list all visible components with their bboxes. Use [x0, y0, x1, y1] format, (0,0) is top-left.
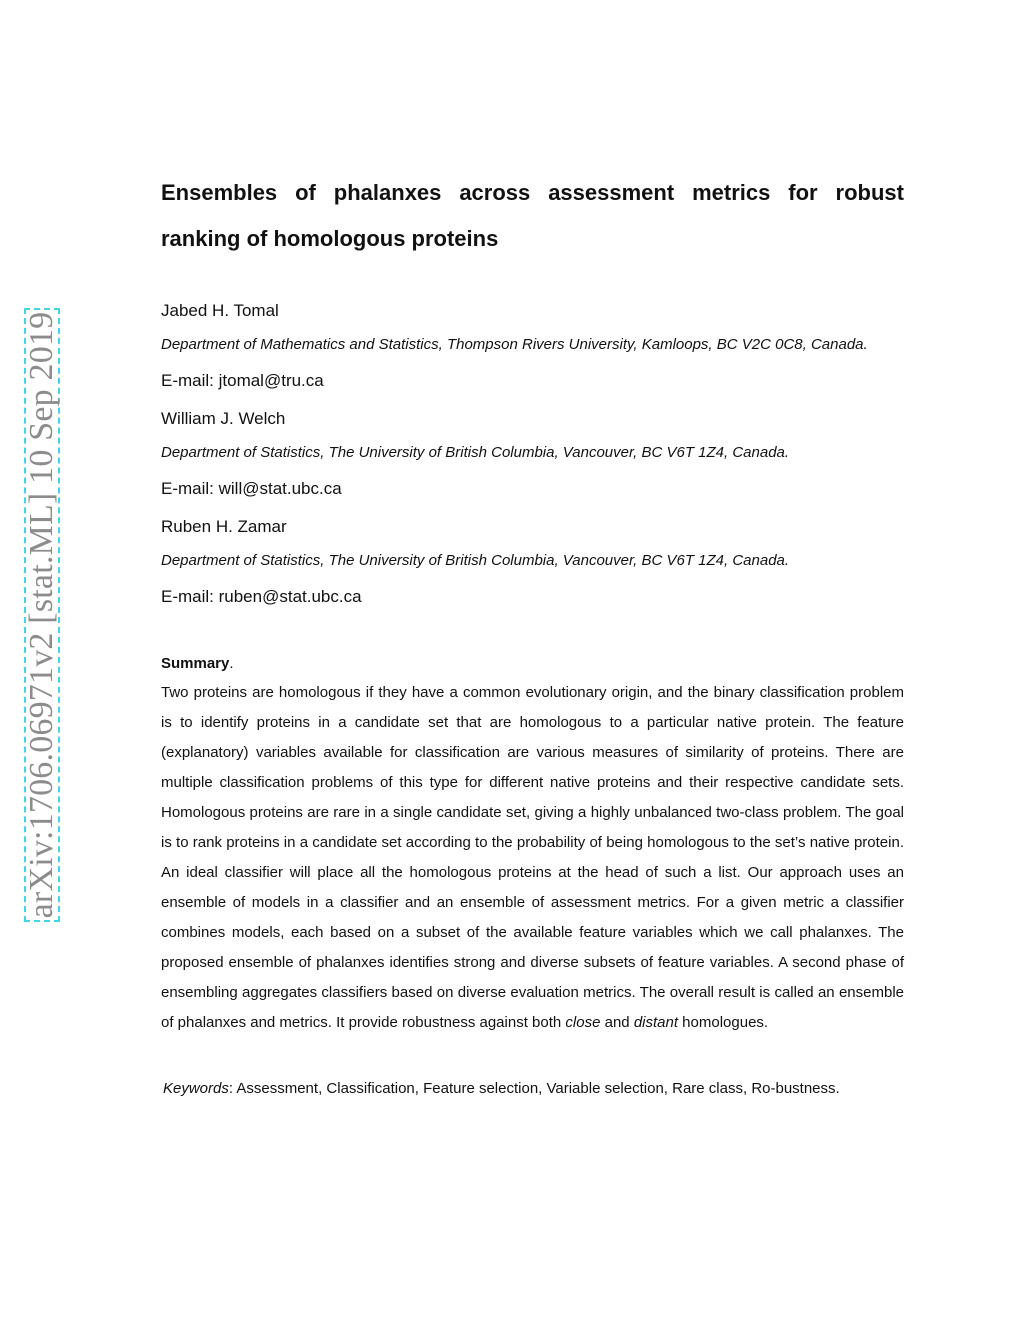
- author-name: William J. Welch: [161, 409, 286, 428]
- paper-front-matter: [161, 170, 904, 1104]
- summary-emphasis-distant: distant: [633, 1014, 679, 1031]
- arxiv-stamp-text: arXiv:1706.06971v2 [stat.ML] 10 Sep 2019: [23, 311, 60, 919]
- keywords-list: Assessment, Classification, Feature selection, Variable selection, Rare class, Ro-bustness.: [233, 1080, 840, 1097]
- author-name: Ruben H. Zamar: [161, 517, 287, 536]
- author-affiliation: Department of Statistics, The University of British Columbia, Vancouver, BC V6T 1Z4, Canada.: [161, 552, 790, 569]
- author-email: E-mail: will@stat.ubc.ca: [161, 479, 342, 498]
- author-block: [161, 297, 904, 395]
- arxiv-stamp: [24, 308, 60, 922]
- keywords-colon: :: [228, 1080, 234, 1097]
- summary-text-and: and: [600, 1014, 634, 1031]
- summary-text-end: homologues.: [678, 1014, 769, 1031]
- summary-heading-period: .: [229, 655, 234, 672]
- summary-heading: [161, 653, 904, 675]
- author-block: [161, 405, 904, 503]
- author-affiliation: Department of Statistics, The University of British Columbia, Vancouver, BC V6T 1Z4, Canada.: [161, 444, 790, 461]
- keywords-label: Keywords: [163, 1080, 229, 1097]
- keywords: [161, 1074, 863, 1104]
- author-email: E-mail: ruben@stat.ubc.ca: [161, 587, 362, 606]
- summary-text: [161, 678, 904, 1038]
- author-email: E-mail: jtomal@tru.ca: [161, 371, 324, 390]
- author-affiliation: Department of Mathematics and Statistics, Thompson Rivers University, Kamloops, BC V2C 0C8, Canada.: [161, 336, 868, 353]
- author-block: [161, 513, 904, 611]
- summary-heading-label: Summary: [161, 655, 230, 672]
- summary-emphasis-close: close: [565, 1014, 601, 1031]
- author-name: Jabed H. Tomal: [161, 301, 279, 320]
- summary-text-main: Two proteins are homologous if they have a common evolutionary origin, and the binary classification problem is to identify proteins in a candidate set that are homologous to a particular native protein. The feature (explanatory) variables available for classification are various measures of similarity of proteins. There are multiple classification problems of this type for different native proteins and their respective candidate sets. Homologous proteins are rare in a single candidate set, giving a highly unbalanced two-class problem. The goal is to rank proteins in a candidate set according to the probability of being homologous to the set’s native protein. An ideal classifier will place all the homologous proteins at the head of such a list. Our approach uses an ensemble of models in a classifier and an ensemble of assessment metrics. For a given metric a classifier combines models, each based on a subset of the available feature variables which we call phalanxes. The proposed ensemble of phalanxes identifies strong and diverse subsets of feature variables. A second phase of ensembling aggregates classifiers based on diverse evaluation metrics. The overall result is called an ensemble of phalanxes and metrics. It provide robustness against both: [161, 684, 904, 1031]
- paper-title: Ensembles of phalanxes across assessment metrics for robust ranking of homologous proteins: [161, 180, 904, 251]
